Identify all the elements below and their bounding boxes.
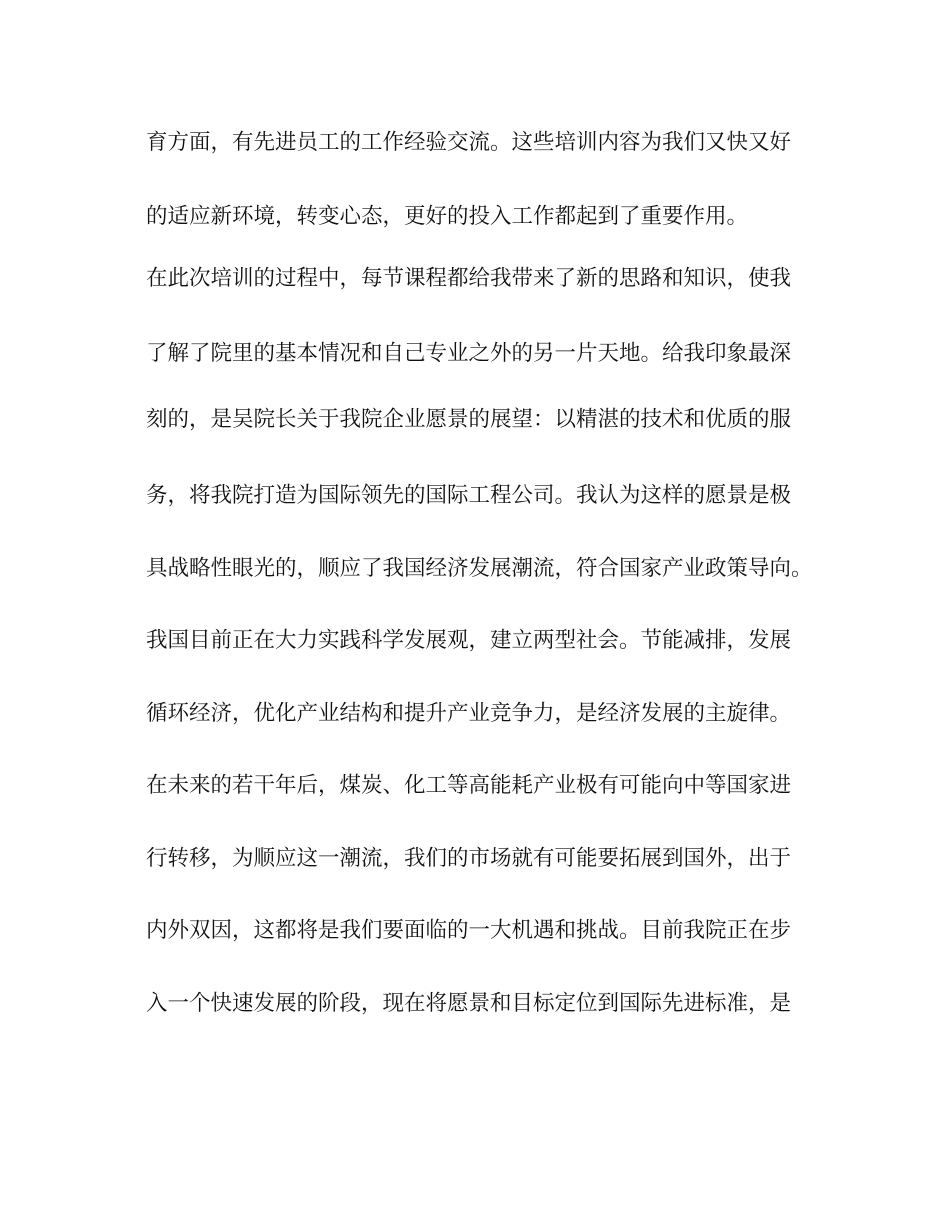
text-line: 刻的，是吴院长关于我院企业愿景的展望：以精湛的技术和优质的服 — [146, 407, 792, 432]
text-line: 具战略性眼光的，顺应了我国经济发展潮流，符合国家产业政策导向。 — [146, 556, 813, 581]
text-line: 我国目前正在大力实践科学发展观，建立两型社会。节能减排，发展 — [146, 628, 792, 653]
text-line: 在此次培训的过程中，每节课程都给我带来了新的思路和知识，使我 — [146, 266, 792, 291]
text-line: 务，将我院打造为国际领先的国际工程公司。我认为这样的愿景是极 — [146, 483, 792, 508]
text-line: 了解了院里的基本情况和自己专业之外的另一片天地。给我印象最深 — [146, 341, 792, 366]
text-line: 入一个快速发展的阶段，现在将愿景和目标定位到国际先进标准，是 — [146, 991, 792, 1016]
text-line: 内外双因，这都将是我们要面临的一大机遇和挑战。目前我院正在步 — [146, 918, 792, 943]
text-line: 循环经济，优化产业结构和提升产业竞争力，是经济发展的主旋律。 — [146, 701, 792, 726]
text-line: 育方面，有先进员工的工作经验交流。这些培训内容为我们又快又好 — [146, 130, 792, 155]
text-line: 行转移，为顺应这一潮流，我们的市场就有可能要拓展到国外，出于 — [146, 846, 792, 871]
text-line: 的适应新环境，转变心态，更好的投入工作都起到了重要作用。 — [146, 204, 749, 229]
text-line: 在未来的若干年后，煤炭、化工等高能耗产业极有可能向中等国家进 — [146, 773, 792, 798]
